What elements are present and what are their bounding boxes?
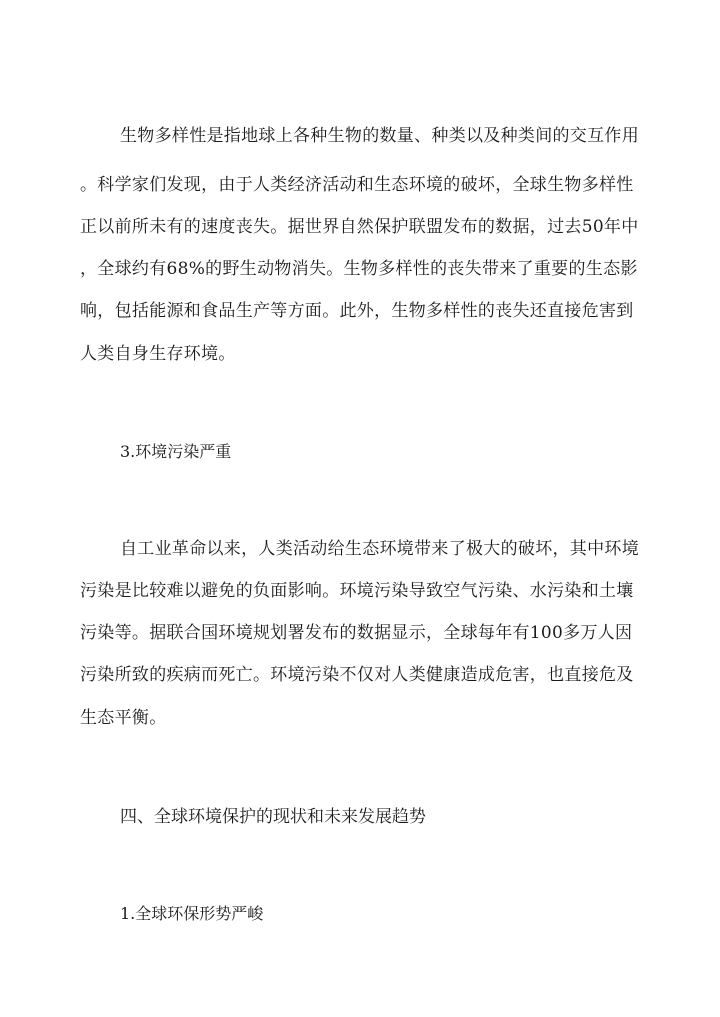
paragraph-biodiversity-line-4: ，全球约有68%的野生动物消失。生物多样性的丧失带来了重要的生态影 <box>80 259 638 279</box>
paragraph-pollution-line-4: 污染所致的疾病而死亡。环境污染不仅对人类健康造成危害，也直接危及 <box>80 665 634 685</box>
paragraph-pollution-line-1: 自工业革命以来，人类活动给生态环境带来了极大的破坏，其中环境 <box>120 539 639 559</box>
paragraph-pollution-line-3: 污染等。据联合国环境规划署发布的数据显示，全球每年有100多万人因 <box>80 623 633 643</box>
paragraph-biodiversity-line-5: 响，包括能源和食品生产等方面。此外，生物多样性的丧失还直接危害到 <box>80 301 634 321</box>
paragraph-pollution-line-5: 生态平衡。 <box>80 708 167 728</box>
paragraph-biodiversity-line-1: 生物多样性是指地球上各种生物的数量、种类以及种类间的交互作用 <box>120 126 639 146</box>
paragraph-biodiversity-line-3: 正以前所未有的速度丧失。据世界自然保护联盟发布的数据，过去50年中 <box>80 217 639 237</box>
paragraph-biodiversity-line-2: 。科学家们发现，由于人类经济活动和生态环境的破坏，全球生物多样性 <box>80 175 634 195</box>
paragraph-biodiversity-line-6: 人类自身生存环境。 <box>80 344 236 364</box>
heading-subsection-1: 1.全球环保形势严峻 <box>120 904 264 923</box>
heading-environmental-pollution: 3.环境污染严重 <box>120 442 232 461</box>
heading-section-4: 四、全球环境保护的现状和未来发展趋势 <box>120 807 426 827</box>
paragraph-pollution-line-2: 污染是比较难以避免的负面影响。环境污染导致空气污染、水污染和土壤 <box>80 581 634 601</box>
